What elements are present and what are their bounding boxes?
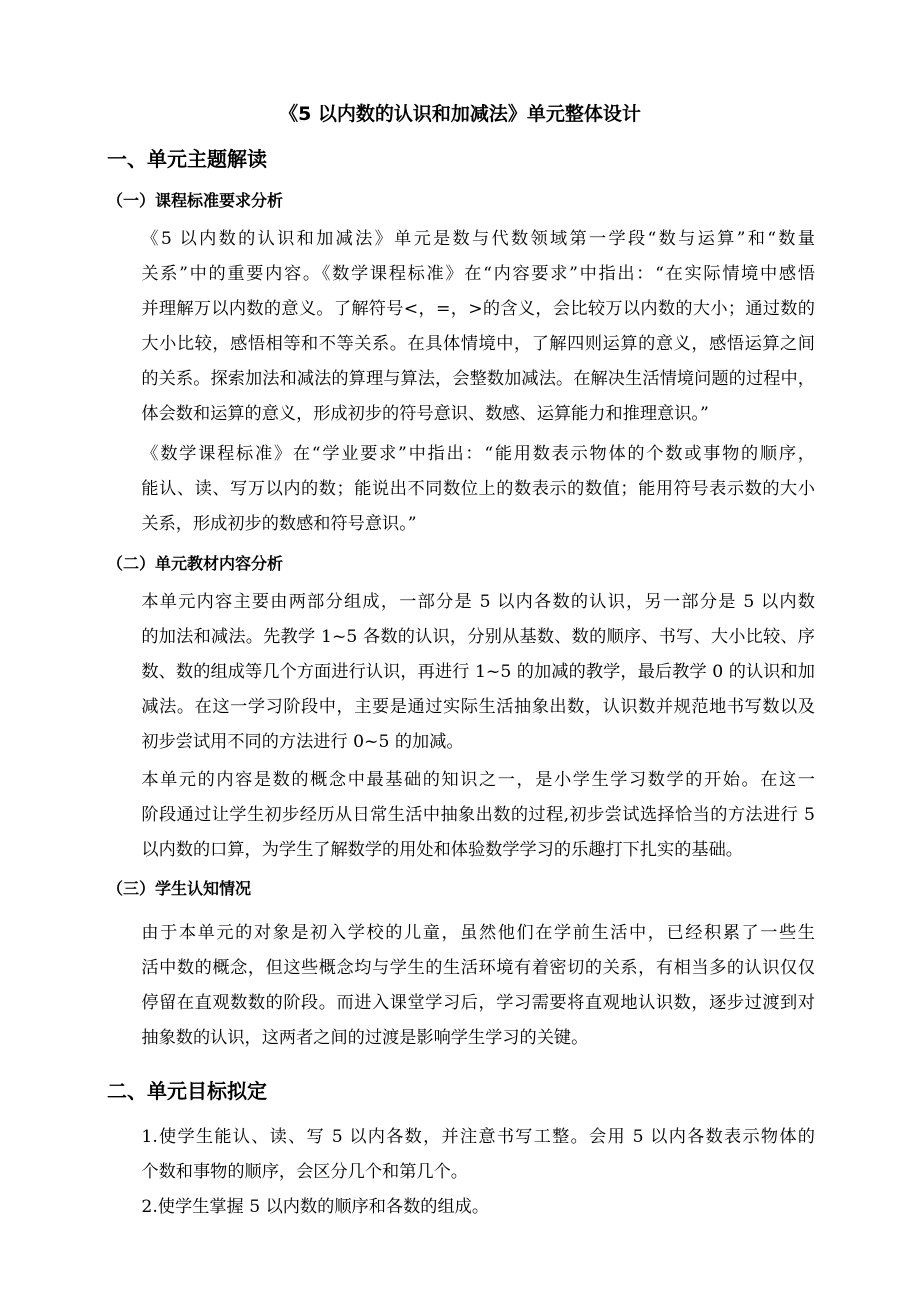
subsection-heading-cognition: （三）学生认知情况: [107, 879, 252, 898]
text-line: 关系”中的重要内容。《数学课程标准》在“内容要求”中指出：“在实际情境中感悟: [141, 264, 815, 284]
text-line: 本单元内容主要由两部分组成，一部分是 5 以内各数的认识，另一部分是 5 以内数: [141, 592, 815, 612]
text-line: 的加法和减法。先教学 1~5 各数的认识，分别从基数、数的顺序、书写、大小比较、序: [141, 627, 815, 647]
paragraph-student-cognition: [107, 916, 815, 1056]
text-line: 数、数的组成等几个方面进行认识，再进行 1~5 的加减的教学，最后教学 0 的认识和加: [141, 662, 815, 682]
text-line: 的关系。探索加法和减法的算理与算法，会整数加减法。在解决生活情境问题的过程中，: [141, 369, 815, 389]
text-line: 初步尝试用不同的方法进行 0~5 的加减。: [141, 732, 464, 752]
text-line: 停留在直观数数的阶段。而进入课堂学习后，学习需要将直观地认识数，逐步过渡到对: [141, 993, 815, 1013]
text-line: 关系，形成初步的数感和符号意识。”: [141, 514, 417, 534]
text-line: 大小比较，感悟相等和不等关系。在具体情境中，了解四则运算的意义，感悟运算之间: [141, 334, 815, 354]
section-heading-theme: 一、单元主题解读: [107, 147, 267, 171]
text-line: 1.使学生能认、读、写 5 以内各数，并注意书写工整。会用 5 以内各数表示物体的: [141, 1127, 815, 1147]
section-heading-objectives: 二、单元目标拟定: [107, 1079, 267, 1103]
text-line: 体会数和运算的意义，形成初步的符号意识、数感、运算能力和推理意识。”: [141, 404, 709, 424]
text-line: 本单元的内容是数的概念中最基础的知识之一，是小学生学习数学的开始。在这一: [141, 770, 815, 790]
text-line: 个数和事物的顺序，会区分几个和第几个。: [141, 1162, 468, 1182]
text-line: 并理解万以内数的意义。了解符号<，=，>的含义，会比较万以内数的大小；通过数的: [141, 299, 815, 319]
paragraph-curriculum-requirements: [107, 437, 815, 542]
text-line: 能认、读、写万以内的数；能说出不同数位上的数表示的数值；能用符号表示数的大小: [141, 479, 815, 499]
paragraph-textbook-composition: [107, 585, 815, 760]
document-title: 《5 以内数的认识和加减法》单元整体设计: [279, 103, 641, 125]
text-line: 2.使学生掌握 5 以内数的顺序和各数的组成。: [141, 1197, 490, 1217]
text-line: 阶段通过让学生初步经历从日常生活中抽象出数的过程,初步尝试选择恰当的方法进行 5: [141, 805, 815, 825]
subsection-heading-textbook: （二）单元教材内容分析: [107, 554, 284, 573]
text-line: 以内数的口算，为学生了解数学的用处和体验数学学习的乐趣打下扎实的基础。: [141, 840, 743, 860]
text-line: 抽象数的认识，这两者之间的过渡是影响学生学习的关键。: [141, 1028, 589, 1048]
objective-item-2: [107, 1190, 815, 1225]
paragraph-curriculum-content: [107, 222, 815, 432]
text-line: 由于本单元的对象是初入学校的儿童，虽然他们在学前生活中，已经积累了一些生: [141, 923, 815, 943]
paragraph-textbook-importance: [107, 763, 815, 868]
text-line: 《数学课程标准》在“学业要求”中指出：“能用数表示物体的个数或事物的顺序，: [141, 444, 815, 464]
text-line: 减法。在这一学习阶段中，主要是通过实际生活抽象出数，认识数并规范地书写数以及: [141, 697, 815, 717]
subsection-heading-curriculum: （一）课程标准要求分析: [107, 191, 284, 210]
text-line: 活中数的概念，但这些概念均与学生的生活环境有着密切的关系，有相当多的认识仅仅: [141, 958, 815, 978]
text-line: 《5 以内数的认识和加减法》单元是数与代数领域第一学段“数与运算”和“数量: [141, 229, 815, 249]
objective-item-1: [107, 1120, 815, 1190]
